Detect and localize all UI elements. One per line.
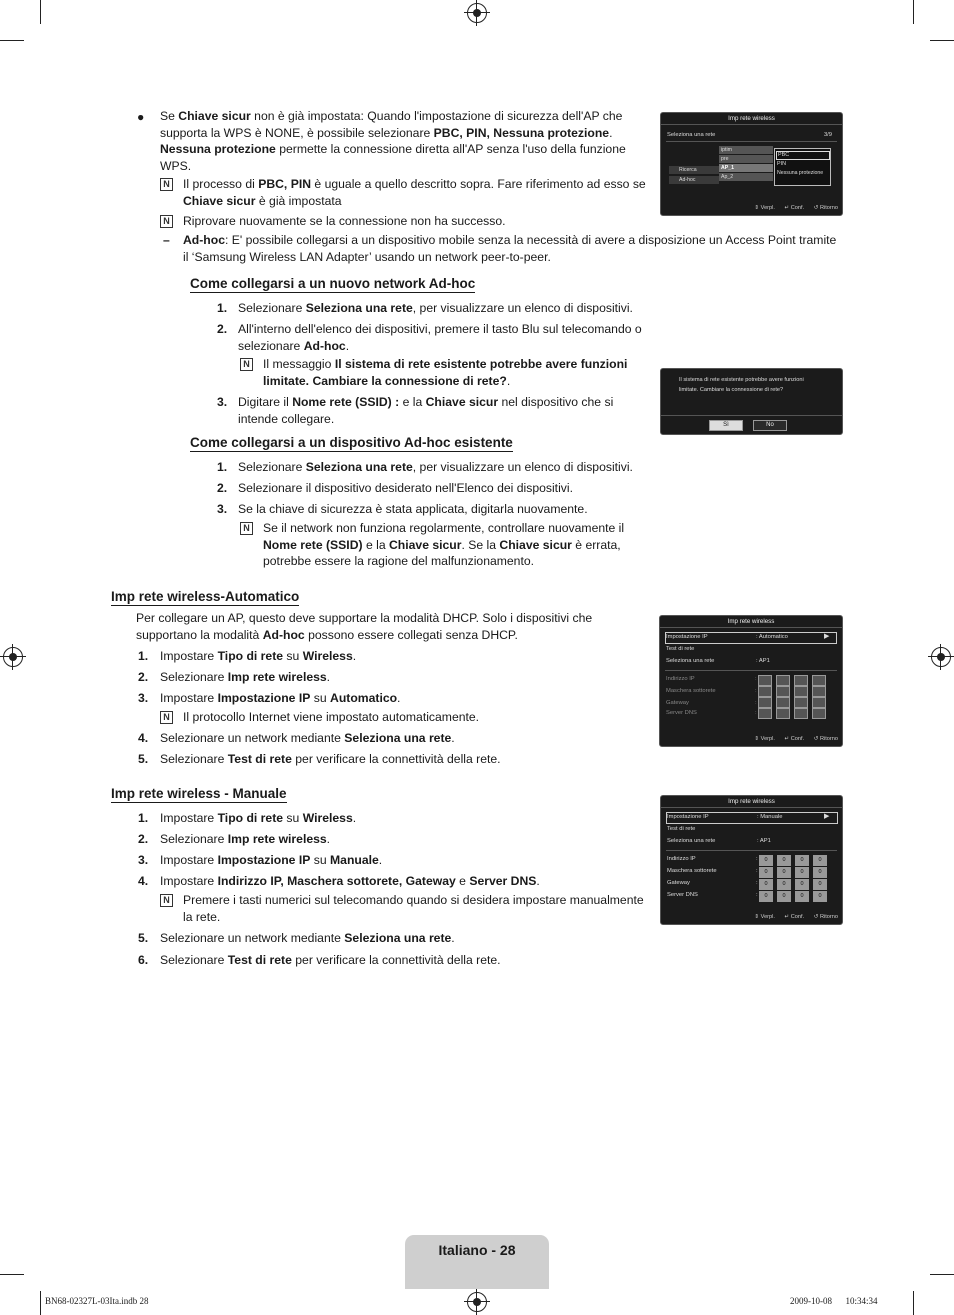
network-test-label[interactable]: Test di rete <box>666 646 695 652</box>
crop-mark <box>40 1291 41 1315</box>
step-text: Impostare Impostazione IP su Automatico. <box>160 691 401 705</box>
ip-octet-field[interactable] <box>776 675 790 686</box>
move-hint: ⇕ Verpl. <box>754 914 775 920</box>
crop-mark <box>40 0 41 24</box>
ip-octet-field[interactable] <box>812 697 826 708</box>
registration-mark-icon <box>3 647 23 667</box>
screen-footer <box>746 914 838 920</box>
popup-item-pin[interactable]: PIN <box>777 161 786 167</box>
confirm-hint: ↵ Conf. <box>784 736 805 742</box>
ip-octet-field[interactable]: 0 <box>777 855 791 866</box>
step-number: 3. <box>138 853 149 867</box>
section-heading-manual: Imp rete wireless - Manuale <box>111 786 287 801</box>
colon: : <box>755 710 757 716</box>
ip-octet-field[interactable] <box>758 708 772 719</box>
network-list-item[interactable]: pre <box>719 155 773 163</box>
tv-screen-auto-ip <box>659 615 843 747</box>
ip-octet-field[interactable]: 0 <box>795 855 809 866</box>
tv-screen-manual-ip <box>660 795 843 925</box>
arrow-right-icon: ▶ <box>824 813 830 820</box>
step-text: Selezionare Seleziona una rete, per visualizzare un elenco di dispositivi. <box>238 460 633 474</box>
step-text: Selezionare il dispositivo desiderato nell'Elenco dei dispositivi. <box>238 481 573 495</box>
registration-mark-icon <box>931 647 951 667</box>
ip-octet-field[interactable] <box>794 708 808 719</box>
ip-octet-field[interactable]: 0 <box>795 879 809 890</box>
colon: : <box>756 856 758 862</box>
select-network-label[interactable]: Seleziona una rete <box>667 838 716 844</box>
confirm-hint: ↵ Conf. <box>784 205 805 211</box>
step-number: 1. <box>138 649 149 663</box>
subnet-mask-label: Maschera sottorete <box>667 868 717 874</box>
ip-octet-field[interactable]: 0 <box>813 891 827 902</box>
step-note: Premere i tasti numerici sul telecomando quando si desidera impostare manualmente la rete. <box>183 893 644 924</box>
intro-note-1: Il processo di PBC, PIN è uguale a quello descritto sopra. Fare riferimento ad esso se Chiave sicur è già impostata <box>183 177 646 208</box>
intro-note-2: Riprovare nuovamente se la connessione non ha successo. <box>183 214 506 228</box>
colon: : <box>755 688 757 694</box>
screen-footer <box>746 205 838 211</box>
note-icon: N <box>160 894 173 907</box>
section-heading-new-adhoc: Come collegarsi a un nuovo network Ad-hoc <box>190 276 476 291</box>
step-note: Il messaggio Il sistema di rete esistente potrebbe avere funzioni limitate. Cambiare la connessione di rete?. <box>263 357 628 388</box>
gateway-label: Gateway <box>667 880 690 886</box>
select-network-value: : AP1 <box>757 838 771 844</box>
ip-octet-field[interactable]: 0 <box>759 879 773 890</box>
ip-octet-field[interactable]: 0 <box>813 855 827 866</box>
note-icon: N <box>160 178 173 191</box>
move-hint: ⇕ Verpl. <box>754 205 775 211</box>
ip-octet-field[interactable]: 0 <box>777 891 791 902</box>
adhoc-text: Ad-hoc: E' possibile collegarsi a un dispositivo mobile senza la necessità di avere a disposizione un Access Point tramite il ‘Samsung Wireless LAN Adapter’ usando un network peer-to-peer. <box>183 233 837 264</box>
step-number: 2. <box>217 322 228 336</box>
ip-octet-field[interactable] <box>812 708 826 719</box>
step-number: 4. <box>138 874 149 888</box>
yes-button[interactable]: Sì <box>709 420 743 431</box>
crop-mark <box>913 0 914 24</box>
side-item-adhoc[interactable]: Ad-hoc <box>669 176 719 184</box>
ip-address-label: Indirizzo IP <box>667 856 696 862</box>
step-text: Selezionare Test di rete per verificare la connettività della rete. <box>160 752 501 766</box>
note-icon: N <box>160 215 173 228</box>
note-icon: N <box>240 522 253 535</box>
ip-setting-value: : Manuale <box>757 814 783 820</box>
screen-title: Imp rete wireless <box>660 616 842 628</box>
step-text: Selezionare un network mediante Seleziona una rete. <box>160 731 455 745</box>
tv-screen-confirm-dialog <box>660 368 843 435</box>
ip-octet-field[interactable]: 0 <box>813 867 827 878</box>
ip-setting-label: Impostazione IP <box>666 634 708 640</box>
crop-mark <box>0 1274 24 1275</box>
note-icon: N <box>240 358 253 371</box>
step-text: All'interno dell'elenco dei dispositivi, premere il tasto Blu sul telecomando o selezionare Ad-hoc. <box>238 322 642 353</box>
registration-mark-icon <box>467 3 487 23</box>
step-text: Selezionare Seleziona una rete, per visualizzare un elenco di dispositivi. <box>238 301 633 315</box>
ip-octet-field[interactable] <box>776 697 790 708</box>
step-number: 4. <box>138 731 149 745</box>
print-file-info: BN68-02327L-03Ita.indb 28 <box>45 1296 149 1306</box>
divider <box>661 415 842 416</box>
step-text: Selezionare Test di rete per verificare la connettività della rete. <box>160 953 501 967</box>
step-number: 2. <box>217 481 228 495</box>
page-number-label: Italiano - 28 <box>438 1242 516 1258</box>
screen-title: Imp rete wireless <box>661 796 842 808</box>
network-list-item[interactable]: iptim <box>719 146 773 154</box>
popup-item-no-security[interactable]: Nessuna protezione <box>777 170 824 176</box>
divider <box>666 141 837 142</box>
step-number: 2. <box>138 670 149 684</box>
crop-mark <box>0 40 24 41</box>
step-note: Se il network non funziona regolarmente, controllare nuovamente il Nome rete (SSID) e la Chiave sicur. Se la Chiave sicur è errata, potrebbe essere la ragione del malfunzionamento. <box>263 521 625 568</box>
ip-octet-field[interactable]: 0 <box>813 879 827 890</box>
arrow-right-icon: ▶ <box>824 633 830 640</box>
ip-octet-field[interactable] <box>776 686 790 697</box>
ip-octet-field[interactable]: 0 <box>759 855 773 866</box>
colon: : <box>756 880 758 886</box>
step-number: 1. <box>138 811 149 825</box>
screen-title: Imp rete wireless <box>661 113 842 125</box>
colon: : <box>755 700 757 706</box>
tv-screen-network-list <box>660 112 843 216</box>
step-text: Impostare Tipo di rete su Wireless. <box>160 811 357 825</box>
ip-octet-field[interactable] <box>794 697 808 708</box>
select-network-value: : AP1 <box>756 658 770 664</box>
screen-page-count: 3/9 <box>823 132 832 138</box>
ip-octet-field[interactable] <box>812 686 826 697</box>
colon: : <box>756 892 758 898</box>
ip-octet-field[interactable] <box>758 675 772 686</box>
network-list-item[interactable]: Ap_2 <box>719 173 773 181</box>
ip-setting-label: Impostazione IP <box>667 814 709 820</box>
step-number: 1. <box>217 301 228 315</box>
move-hint: ⇕ Verpl. <box>754 736 775 742</box>
screen-footer <box>746 736 838 742</box>
network-test-label[interactable]: Test di rete <box>667 826 696 832</box>
ip-octet-field[interactable] <box>776 708 790 719</box>
bullet-icon: ● <box>137 110 145 124</box>
step-text: Selezionare un network mediante Seleziona una rete. <box>160 931 455 945</box>
subnet-mask-label: Maschera sottorete <box>666 688 716 694</box>
step-note: Il protocollo Internet viene impostato automaticamente. <box>183 710 480 724</box>
ip-octet-field[interactable]: 0 <box>759 867 773 878</box>
ip-octet-field[interactable]: 0 <box>795 891 809 902</box>
return-hint: ↺ Ritorno <box>813 914 838 920</box>
step-number: 3. <box>138 691 149 705</box>
dns-server-label: Server DNS <box>666 710 697 716</box>
print-timestamp: 2009-10-08 10:34:34 <box>790 1296 878 1306</box>
ip-octet-field[interactable] <box>758 686 772 697</box>
ip-octet-field[interactable] <box>794 675 808 686</box>
step-number: 2. <box>138 832 149 846</box>
return-hint: ↺ Ritorno <box>813 736 838 742</box>
section-heading-existing-adhoc: Come collegarsi a un dispositivo Ad-hoc esistente <box>190 435 513 450</box>
divider <box>665 670 837 671</box>
step-text: Impostare Impostazione IP su Manuale. <box>160 853 383 867</box>
step-text: Se la chiave di sicurezza è stata applicata, digitarla nuovamente. <box>238 502 588 516</box>
ip-octet-field[interactable] <box>758 697 772 708</box>
section-intro: Per collegare un AP, questo deve supportare la modalità DHCP. Solo i dispositivi che supportano la modalità Ad-hoc possono essere collegati senza DHCP. <box>136 611 593 642</box>
ip-octet-field[interactable]: 0 <box>795 867 809 878</box>
intro-bullet-text: Se Chiave sicur non è già impostata: Quando l'impostazione di sicurezza dell'AP che supporta la WPS è NONE, è possibile selezionare PBC, PIN, Nessuna protezione. Nessuna protezione permette la connessione diretta all'AP senza l'uso della funzione WPS. <box>160 109 626 173</box>
colon: : <box>755 676 757 682</box>
dash-icon: – <box>163 233 170 247</box>
side-item-search[interactable]: Ricerca <box>669 166 719 174</box>
colon: : <box>756 868 758 874</box>
step-number: 3. <box>217 395 228 409</box>
step-text: Selezionare Imp rete wireless. <box>160 670 331 684</box>
divider <box>666 850 837 851</box>
step-number: 1. <box>217 460 228 474</box>
registration-mark-icon <box>467 1292 487 1312</box>
confirm-hint: ↵ Conf. <box>784 914 805 920</box>
note-icon: N <box>160 711 173 724</box>
step-number: 6. <box>138 953 149 967</box>
step-number: 3. <box>217 502 228 516</box>
dialog-message: Il sistema di rete esistente potrebbe avere funzioni limitate. Cambiare la connessione di rete? <box>679 377 804 393</box>
dns-server-label: Server DNS <box>667 892 698 898</box>
screen-subtitle: Seleziona una rete <box>667 132 716 138</box>
return-hint: ↺ Ritorno <box>813 205 838 211</box>
select-network-label[interactable]: Seleziona una rete <box>666 658 715 664</box>
security-popup <box>774 148 831 186</box>
ip-octet-field[interactable]: 0 <box>777 867 791 878</box>
crop-mark <box>930 1274 954 1275</box>
step-text: Impostare Indirizzo IP, Maschera sottorete, Gateway e Server DNS. <box>160 874 540 888</box>
step-text: Digitare il Nome rete (SSID) : e la Chiave sicur nel dispositivo che si intende collegare. <box>238 395 614 426</box>
ip-address-label: Indirizzo IP <box>666 676 695 682</box>
step-number: 5. <box>138 931 149 945</box>
section-heading-auto: Imp rete wireless-Automatico <box>111 589 300 604</box>
gateway-label: Gateway <box>666 700 689 706</box>
step-text: Impostare Tipo di rete su Wireless. <box>160 649 357 663</box>
ip-octet-field[interactable] <box>794 686 808 697</box>
crop-mark <box>913 1291 914 1315</box>
network-list-item-selected[interactable]: AP_1 <box>719 164 773 172</box>
ip-octet-field[interactable] <box>812 675 826 686</box>
step-text: Selezionare Imp rete wireless. <box>160 832 331 846</box>
ip-octet-field[interactable]: 0 <box>777 879 791 890</box>
step-number: 5. <box>138 752 149 766</box>
crop-mark <box>930 40 954 41</box>
popup-item-pbc[interactable]: PBC <box>776 151 830 160</box>
no-button[interactable]: No <box>753 420 787 431</box>
ip-setting-value: : Automatico <box>756 634 788 640</box>
ip-octet-field[interactable]: 0 <box>759 891 773 902</box>
